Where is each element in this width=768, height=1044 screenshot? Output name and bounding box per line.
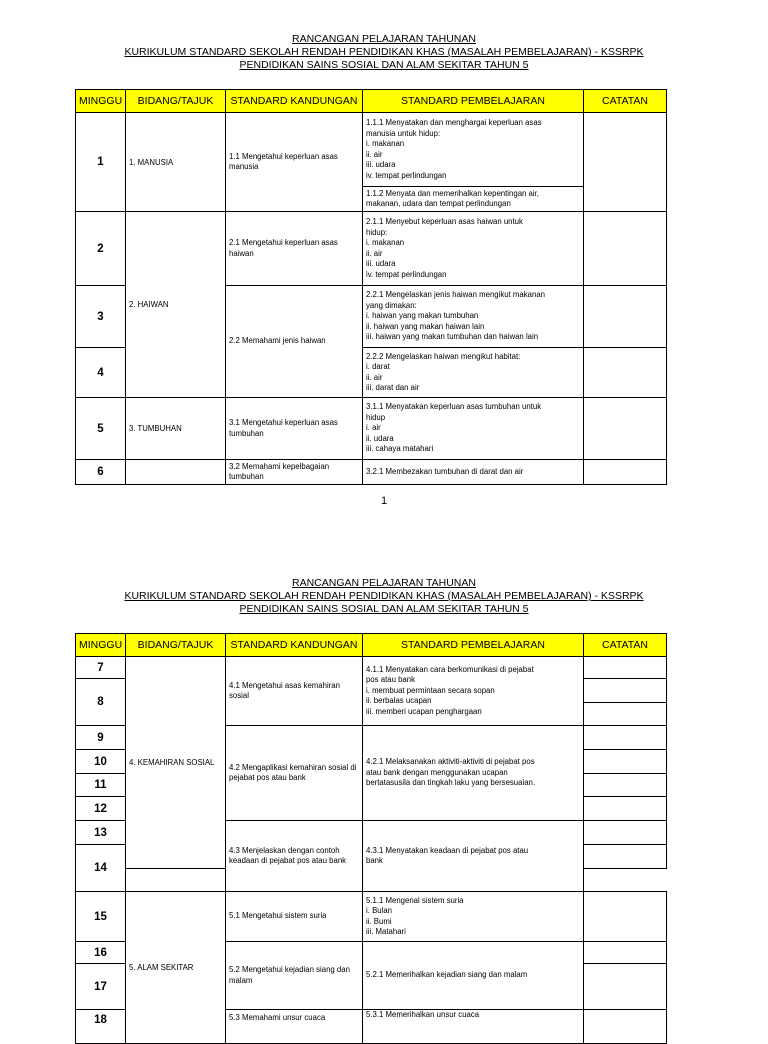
sp-cell bbox=[363, 657, 584, 726]
subject-title: PENDIDIKAN SAINS SOSIAL DAN ALAM SEKITAR TAHUN 5 bbox=[239, 59, 529, 71]
sk-cell: 4.1 Mengetahui asas kemahiran sosial bbox=[226, 657, 363, 726]
catatan-cell bbox=[584, 286, 667, 348]
sp-line: 1.1.2 Menyata dan memerihalkan kepentingan air, bbox=[366, 188, 539, 198]
bidang-cell: 4. KEMAHIRAN SOSIAL bbox=[126, 657, 226, 869]
sp-line: iv. tempat perlindungan bbox=[366, 269, 447, 279]
col-header-sk: STANDARD KANDUNGAN bbox=[226, 90, 363, 113]
bidang-cell: 2. HAIWAN bbox=[126, 212, 226, 398]
week-cell: 2 bbox=[76, 212, 126, 286]
sp-cell bbox=[363, 892, 584, 942]
sp-cell bbox=[363, 1010, 584, 1044]
page-number: 1 bbox=[380, 495, 388, 507]
sp-line: 2.2.2 Mengelaskan haiwan mengikut habitat: bbox=[366, 351, 521, 361]
col-header-catatan: CATATAN bbox=[584, 634, 667, 657]
week-cell: 14 bbox=[76, 845, 126, 892]
sp-line: atau bank dengan menggunakan ucapan bbox=[366, 767, 508, 777]
page2-header bbox=[0, 577, 768, 616]
catatan-cell bbox=[584, 774, 667, 797]
sp-cell bbox=[363, 212, 584, 286]
catatan-cell bbox=[584, 892, 667, 942]
col-header-sk: STANDARD KANDUNGAN bbox=[226, 634, 363, 657]
week-cell: 9 bbox=[76, 726, 126, 750]
week-cell: 13 bbox=[76, 821, 126, 845]
sp-line: yang dimakan: bbox=[366, 300, 417, 310]
catatan-cell bbox=[584, 942, 667, 964]
sp-cell bbox=[363, 460, 584, 485]
col-header-minggu: MINGGU bbox=[76, 634, 126, 657]
sp-cell bbox=[363, 726, 584, 821]
sp-line: 3.2.1 Membezakan tumbuhan di darat dan air bbox=[366, 466, 524, 476]
catatan-cell bbox=[584, 679, 667, 703]
sp-line: i. makanan bbox=[366, 238, 405, 247]
sp-cell bbox=[363, 398, 584, 460]
sp-line: manusia untuk hidup: bbox=[366, 128, 441, 138]
sk-cell: 4.2 Mengaplikasi kemahiran sosial di pejabat pos atau bank bbox=[226, 726, 363, 821]
week-cell: 5 bbox=[76, 398, 126, 460]
catatan-cell bbox=[584, 845, 667, 869]
col-header-bidang: BIDANG/TAJUK bbox=[126, 634, 226, 657]
bidang-cell: 3. TUMBUHAN bbox=[126, 398, 226, 460]
week-cell: 10 bbox=[76, 750, 126, 774]
sp-line: i. membuat permintaan secara sopan bbox=[366, 685, 495, 695]
sp-line: 4.1.1 Menyatakan cara berkomunikasi di pejabat bbox=[366, 664, 534, 674]
sk-cell: 5.1 Mengetahui sistem suria bbox=[226, 892, 363, 942]
sp-line: bertatasusila dan tingkah laku yang bersesuaian. bbox=[366, 778, 536, 788]
sp-cell bbox=[363, 348, 584, 398]
sp-line: i. air bbox=[366, 423, 381, 433]
week-cell: 1 bbox=[76, 113, 126, 212]
sp-line: ii. udara bbox=[366, 433, 394, 443]
sp-cell bbox=[363, 821, 584, 892]
week-cell: 7 bbox=[76, 657, 126, 679]
sp-line: 5.2.1 Memerihalkan kejadian siang dan malam bbox=[366, 970, 528, 980]
catatan-cell bbox=[584, 212, 667, 286]
sp-line: ii. berbalas ucapan bbox=[366, 696, 432, 706]
col-header-catatan: CATATAN bbox=[584, 90, 667, 113]
sp-cell bbox=[363, 286, 584, 348]
week-cell: 15 bbox=[76, 892, 126, 942]
sp-line: ii. Bumi bbox=[366, 916, 392, 926]
sp-line: iii. udara bbox=[366, 259, 396, 268]
yearly-plan-table bbox=[75, 633, 667, 1044]
sp-line: iii. memberi ucapan penghargaan bbox=[366, 706, 482, 716]
week-cell: 8 bbox=[76, 679, 126, 726]
sk-cell: 2.1 Mengetahui keperluan asas haiwan bbox=[226, 212, 363, 286]
sp-line: iii. udara bbox=[366, 160, 396, 169]
col-header-bidang: BIDANG/TAJUK bbox=[126, 90, 226, 113]
week-cell: 6 bbox=[76, 460, 126, 485]
page1-header bbox=[0, 33, 768, 72]
sp-line: ii. air bbox=[366, 149, 383, 159]
col-header-minggu: MINGGU bbox=[76, 90, 126, 113]
curriculum-title: KURIKULUM STANDARD SEKOLAH RENDAH PENDIDIKAN KHAS (MASALAH PEMBELAJARAN) - KSSRPK bbox=[124, 590, 644, 602]
sk-cell: 3.2 Memahami kepelbagaian tumbuhan bbox=[226, 460, 363, 485]
sk-cell: 4.3 Menjelaskan dengan contoh keadaan di pejabat pos atau bank bbox=[226, 821, 363, 892]
sp-cell bbox=[363, 187, 584, 212]
sp-cell bbox=[363, 113, 584, 187]
report-title: RANCANGAN PELAJARAN TAHUNAN bbox=[292, 33, 476, 45]
week-cell: 12 bbox=[76, 797, 126, 821]
sp-line: iii. darat dan air bbox=[366, 383, 420, 392]
week-cell: 18 bbox=[76, 1010, 126, 1044]
sk-cell: 5.2 Mengetahui kejadian siang dan malam bbox=[226, 942, 363, 1010]
catatan-cell bbox=[584, 750, 667, 774]
sp-line: 2.1.1 Menyebut keperluan asas haiwan untuk bbox=[366, 217, 523, 226]
bidang-cell: 1. MANUSIA bbox=[126, 113, 226, 212]
sp-line: iii. Matahari bbox=[366, 927, 406, 936]
sp-line: 3.1.1 Menyatakan keperluan asas tumbuhan untuk bbox=[366, 402, 542, 412]
sp-line: i. Bulan bbox=[366, 906, 393, 915]
yearly-plan-table bbox=[75, 89, 667, 485]
week-cell: 16 bbox=[76, 942, 126, 964]
bidang-cell: 5. ALAM SEKITAR bbox=[126, 892, 226, 1044]
sp-line: i. makanan bbox=[366, 139, 405, 148]
sp-cell bbox=[363, 942, 584, 1010]
sk-cell: 2.2 Memahami jenis haiwan bbox=[226, 286, 363, 398]
sp-line: iii. haiwan yang makan tumbuhan dan haiwan lain bbox=[366, 332, 539, 342]
sp-line: iv. tempat perlindungan bbox=[366, 170, 447, 180]
subject-title: PENDIDIKAN SAINS SOSIAL DAN ALAM SEKITAR TAHUN 5 bbox=[239, 603, 529, 615]
sp-line: ii. air bbox=[366, 372, 383, 382]
catatan-cell bbox=[126, 869, 226, 892]
week-cell: 17 bbox=[76, 964, 126, 1010]
sp-line: 5.1.1 Mengenal sistem suria bbox=[366, 895, 464, 905]
sk-cell: 1.1 Mengetahui keperluan asas manusia bbox=[226, 113, 363, 212]
catatan-cell bbox=[584, 657, 667, 679]
catatan-cell bbox=[584, 348, 667, 398]
sp-line: 1.1.1 Menyatakan dan menghargai keperluan asas bbox=[366, 118, 542, 127]
sp-line: 4.3.1 Menyatakan keadaan di pejabat pos atau bbox=[366, 845, 529, 855]
sp-line: iii. cahaya matahari bbox=[366, 444, 434, 454]
catatan-cell bbox=[584, 821, 667, 845]
col-header-sp: STANDARD PEMBELAJARAN bbox=[363, 90, 584, 113]
report-title: RANCANGAN PELAJARAN TAHUNAN bbox=[292, 577, 476, 589]
sp-line: ii. haiwan yang makan haiwan lain bbox=[366, 321, 485, 331]
catatan-cell bbox=[584, 1010, 667, 1044]
catatan-cell bbox=[584, 726, 667, 750]
sp-line: makanan, udara dan tempat perlindungan bbox=[366, 199, 511, 208]
sp-line: pos atau bank bbox=[366, 675, 415, 685]
catatan-cell bbox=[584, 703, 667, 726]
sp-line: hidup bbox=[366, 412, 386, 422]
col-header-sp: STANDARD PEMBELAJARAN bbox=[363, 634, 584, 657]
sk-cell: 3.1 Mengetahui keperluan asas tumbuhan bbox=[226, 398, 363, 460]
catatan-cell bbox=[584, 797, 667, 821]
sk-cell: 5.3 Memahami unsur cuaca bbox=[226, 1010, 363, 1044]
catatan-cell bbox=[584, 964, 667, 1010]
curriculum-title: KURIKULUM STANDARD SEKOLAH RENDAH PENDIDIKAN KHAS (MASALAH PEMBELAJARAN) - KSSRPK bbox=[124, 46, 644, 58]
sp-line: 5.3.1 Memerihalkan unsur cuaca bbox=[366, 1010, 480, 1019]
sp-line: 2.2.1 Mengelaskan jenis haiwan mengikut makanan bbox=[366, 290, 546, 300]
week-cell: 4 bbox=[76, 348, 126, 398]
week-cell: 3 bbox=[76, 286, 126, 348]
sp-line: i. darat bbox=[366, 362, 390, 371]
sp-line: bank bbox=[366, 856, 383, 865]
bidang-cell bbox=[126, 460, 226, 485]
sp-line: 4.2.1 Melaksanakan aktiviti-aktiviti di pejabat pos bbox=[366, 757, 535, 767]
catatan-cell bbox=[584, 398, 667, 460]
sp-line: ii. air bbox=[366, 248, 383, 258]
catatan-cell bbox=[584, 113, 667, 212]
sp-line: i. haiwan yang makan tumbuhan bbox=[366, 311, 479, 321]
week-cell: 11 bbox=[76, 774, 126, 797]
catatan-cell bbox=[584, 460, 667, 485]
sp-line: hidup: bbox=[366, 227, 388, 237]
